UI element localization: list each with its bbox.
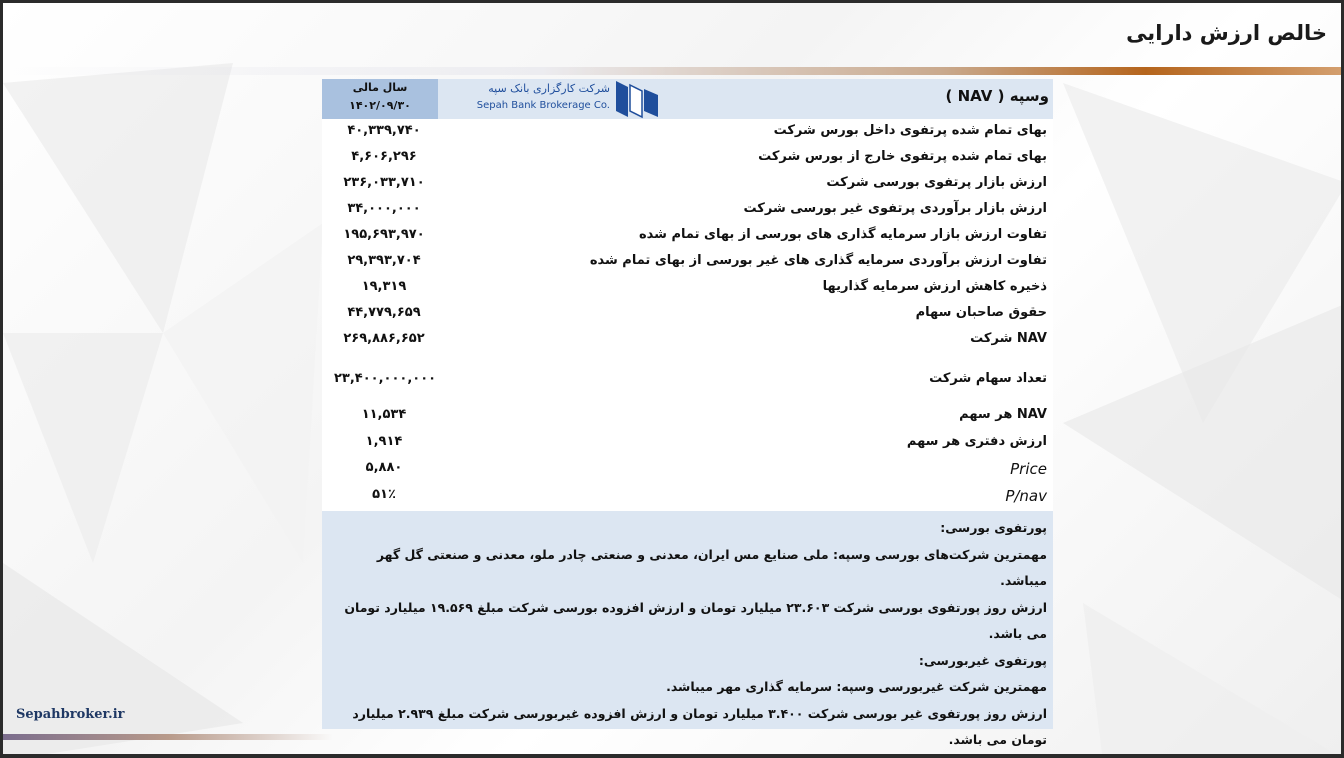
row-label: تفاوت ارزش برآوردی سرمایه گذاری های غیر بورسی از بهای تمام شده — [589, 253, 1047, 268]
fiscal-year-label: سال مالی — [352, 81, 408, 94]
row-value: ۱,۹۱۴ — [365, 434, 403, 449]
table-row — [322, 251, 1053, 275]
notes-line: می باشد. — [988, 626, 1047, 641]
table-row — [322, 303, 1053, 327]
logo-text-en: Sepah Bank Brokerage Co. — [476, 100, 610, 111]
table-row — [322, 432, 1053, 456]
row-value: ۵,۸۸۰ — [365, 460, 403, 475]
table-row — [322, 199, 1053, 223]
fiscal-year-date: ۱۴۰۲/۰۹/۳۰ — [349, 99, 411, 112]
table-row — [322, 173, 1053, 197]
fiscal-year-cell — [322, 79, 438, 119]
row-value: ۲۶۹,۸۸۶,۶۵۲ — [343, 331, 425, 346]
row-label: تفاوت ارزش بازار سرمایه گذاری های بورسی از بهای تمام شده — [639, 227, 1047, 242]
table-row — [322, 225, 1053, 249]
company-logo — [444, 79, 664, 119]
row-label: NAV شرکت — [970, 331, 1047, 346]
row-value: ۲۳۶,۰۳۳,۷۱۰ — [343, 175, 425, 190]
row-value: ۴,۶۰۶,۲۹۶ — [351, 149, 417, 164]
row-label: ذخیره کاهش ارزش سرمایه گذاریها — [822, 279, 1047, 294]
footer-divider — [3, 734, 333, 740]
row-value: ۲۹,۳۹۳,۷۰۴ — [347, 253, 421, 268]
row-value: ۳۴,۰۰۰,۰۰۰ — [347, 201, 421, 216]
row-label: بهای تمام شده پرتفوی داخل بورس شرکت — [773, 123, 1047, 138]
row-value: ۱۱,۵۳۴ — [361, 407, 407, 422]
row-value: ۱۹۵,۶۹۳,۹۷۰ — [343, 227, 425, 242]
row-label: ارزش بازار برآوردی پرتفوی غیر بورسی شرکت — [743, 201, 1047, 216]
row-label: NAV هر سهم — [959, 407, 1047, 422]
table-row — [322, 369, 1053, 393]
row-label: ارزش دفتری هر سهم — [906, 434, 1047, 449]
notes-line: ارزش روز پورتفوی بورسی شرکت ۲۳.۶۰۳ میلیارد تومان و ارزش افزوده بورسی شرکت مبلغ ۱۹.۵۶۹ میلیارد تومان — [344, 599, 1047, 615]
nav-table-panel — [322, 79, 1053, 747]
row-label: بهای تمام شده پرتفوی خارج از بورس شرکت — [758, 149, 1047, 164]
row-label: ارزش بازار پرتفوی بورسی شرکت — [826, 175, 1047, 190]
footer-website-link[interactable]: Sepahbroker.ir — [16, 707, 125, 722]
notes-line: مهمترین شرکت‌های بورسی وسپه: ملی صنایع مس ایران، معدنی و صنعتی چادر ملو، معدنی و صنعتی گل گهر میباشد. — [376, 546, 1047, 588]
row-value: ۴۰,۳۳۹,۷۴۰ — [347, 123, 421, 138]
table-row — [322, 329, 1053, 353]
notes-heading-unlisted: پورتفوی غیربورسی: — [918, 652, 1047, 668]
table-row — [322, 485, 1053, 509]
table-row — [322, 277, 1053, 301]
table-title: وسپه ( NAV ) — [945, 87, 1049, 105]
row-label: Price — [1010, 460, 1047, 478]
title-divider — [3, 67, 1344, 75]
table-row — [322, 121, 1053, 145]
row-value: ۴۴,۷۷۹,۶۵۹ — [347, 305, 421, 320]
notes-heading-listed: پورتفوی بورسی: — [940, 520, 1047, 535]
slide-title: خالص ارزش دارایی — [1126, 21, 1327, 45]
row-label: P/nav — [1005, 487, 1047, 505]
row-label: تعداد سهام شرکت — [929, 371, 1047, 386]
logo-text-fa: شرکت کارگزاری بانک سپه — [488, 82, 610, 95]
table-header — [322, 79, 1053, 119]
table-row — [322, 147, 1053, 171]
row-value: ۱۹,۳۱۹ — [361, 279, 407, 294]
table-row — [322, 405, 1053, 429]
notes-line: ارزش روز پورتفوی غیر بورسی شرکت ۳.۴۰۰ میلیارد تومان و ارزش افزوده غیربورسی شرکت مبلغ ۲.۹۳۹ میلیارد — [352, 705, 1047, 721]
logo-mark-icon — [614, 79, 664, 119]
notes-line: تومان می باشد. — [948, 732, 1047, 747]
row-value: ۲۳,۴۰۰,۰۰۰,۰۰۰ — [334, 371, 437, 386]
row-value: ۵۱٪ — [372, 487, 396, 502]
portfolio-notes — [322, 511, 1053, 747]
table-row — [322, 458, 1053, 482]
notes-line: مهمترین شرکت غیربورسی وسپه: سرمایه گذاری مهر میباشد. — [666, 679, 1047, 694]
row-label: حقوق صاحبان سهام — [915, 305, 1047, 320]
